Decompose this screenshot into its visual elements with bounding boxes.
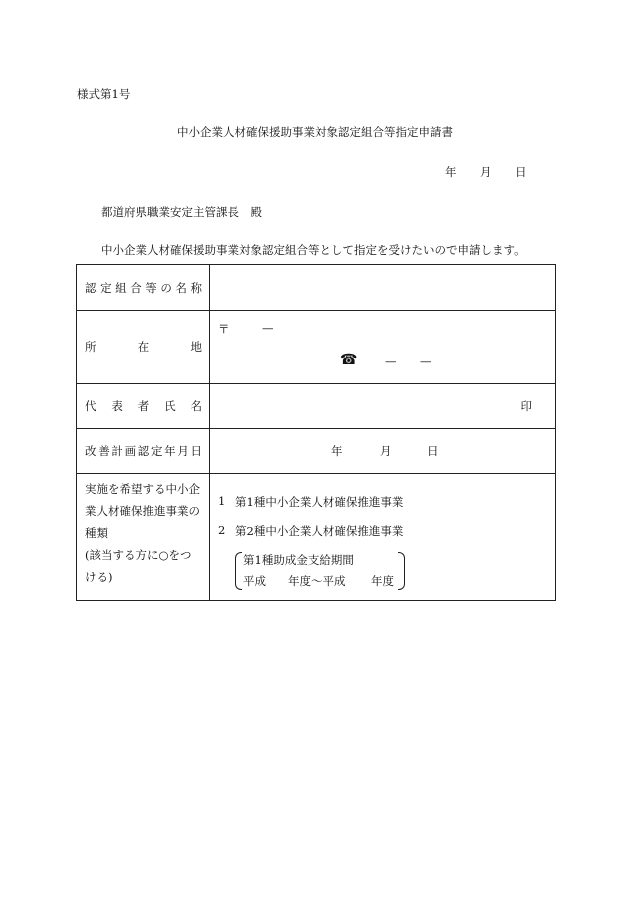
- intro-text: 中小企業人材確保援助事業対象認定組合等として指定を受けたいので申請します。: [101, 243, 526, 257]
- label-char: 組: [115, 280, 127, 295]
- label-char: 地: [190, 340, 202, 354]
- document-title: 中小企業人材確保援助事業対象認定組合等指定申請書: [177, 125, 453, 139]
- label-address: [77, 311, 210, 384]
- label-char: 年: [164, 444, 176, 458]
- phone-dash-1: —: [385, 354, 397, 368]
- row-plan-date: [77, 429, 556, 474]
- option-2-number: 2: [218, 523, 226, 537]
- period-year-2: 年度: [371, 574, 394, 588]
- label-char: 善: [98, 444, 110, 458]
- row-project-type: [77, 474, 556, 601]
- label-representative: [77, 384, 210, 429]
- period-year-1: 年度〜平成: [288, 574, 346, 588]
- label-char: 在: [137, 340, 150, 354]
- subsidy-period-box: [235, 552, 405, 590]
- representative-field[interactable]: [210, 384, 556, 429]
- plan-month-label: 月: [380, 444, 392, 458]
- label-char: 日: [190, 444, 202, 458]
- telephone-icon: ☎: [340, 352, 358, 368]
- label-char: 名: [190, 399, 202, 413]
- label-char: 画: [124, 444, 137, 458]
- right-brace: [398, 552, 405, 590]
- project-type-note: (該当する方に○をつける): [85, 548, 192, 584]
- date-year-label: 年: [445, 165, 457, 179]
- label-char: 表: [111, 399, 123, 413]
- label-char: 月: [177, 444, 189, 458]
- project-type-label: 実施を希望する中小企業人材確保推進事業の種類: [85, 482, 200, 540]
- option-2-type-2[interactable]: 第2種中小企業人材確保推進事業: [235, 524, 404, 538]
- period-era-1: 平成: [243, 574, 266, 588]
- label-char: 認: [137, 444, 150, 458]
- label-char: 代: [85, 399, 97, 413]
- date-day-label: 日: [515, 165, 527, 179]
- form-number: 様式第1号: [77, 87, 131, 101]
- label-char: 計: [111, 444, 123, 458]
- plan-day-label: 日: [427, 444, 439, 458]
- date-month-label: 月: [480, 165, 492, 179]
- address-field[interactable]: [210, 311, 556, 384]
- row-address: [77, 311, 556, 384]
- row-organization-name: [77, 265, 556, 311]
- option-1-number: 1: [218, 494, 226, 508]
- phone-dash-2: —: [420, 354, 432, 368]
- label-char: 改: [85, 444, 97, 458]
- label-project-type: [77, 474, 210, 601]
- label-char: 合: [130, 280, 142, 295]
- postal-dash: —: [262, 321, 274, 335]
- application-form-table: [76, 264, 556, 601]
- subsidy-period-title: 第1種助成金支給期間: [243, 553, 354, 567]
- organization-name-field[interactable]: [210, 265, 556, 311]
- left-brace: [235, 552, 242, 590]
- label-char: の: [160, 280, 172, 295]
- addressee: 都道府県職業安定主管課長 殿: [101, 205, 262, 219]
- label-char: 者: [137, 399, 150, 413]
- label-plan-date: [77, 429, 210, 474]
- plan-year-label: 年: [331, 444, 343, 458]
- label-char: 称: [190, 280, 202, 295]
- option-1-type-1[interactable]: 第1種中小企業人材確保推進事業: [235, 495, 404, 509]
- row-representative: [77, 384, 556, 429]
- label-char: 等: [145, 280, 157, 295]
- label-char: 氏: [164, 399, 176, 413]
- plan-date-field[interactable]: [210, 429, 556, 474]
- label-organization-name: [77, 265, 210, 311]
- label-char: 定: [150, 444, 163, 458]
- label-char: 所: [85, 340, 97, 354]
- project-type-field: [210, 474, 556, 601]
- seal-mark: 印: [520, 399, 532, 413]
- label-char: 認: [85, 280, 97, 295]
- label-char: 定: [100, 280, 112, 295]
- postal-mark: 〒: [218, 322, 230, 336]
- label-char: 名: [175, 280, 187, 295]
